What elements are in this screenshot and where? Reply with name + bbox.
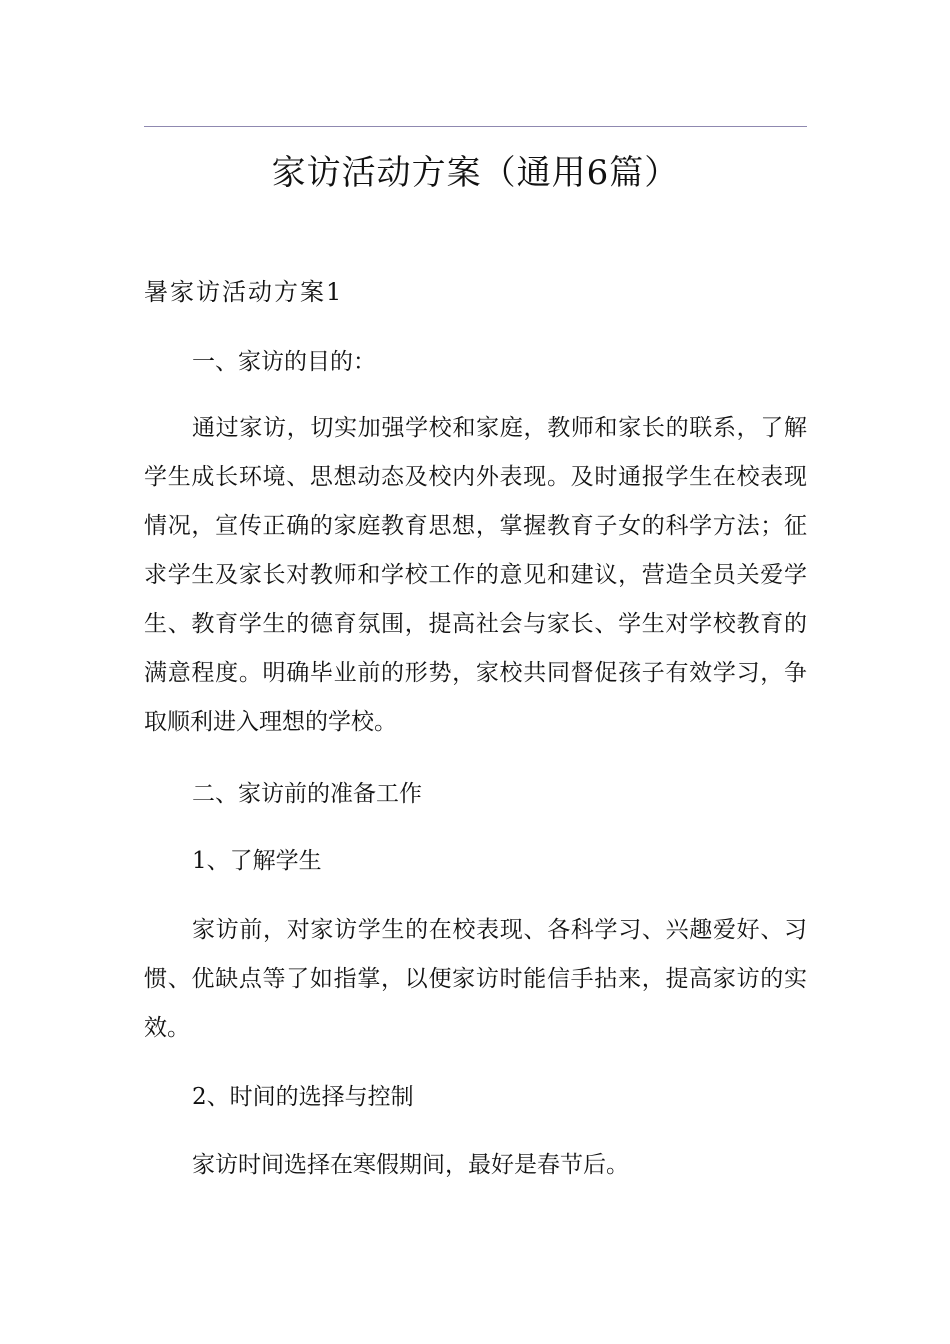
purpose-heading: 一、家访的目的： <box>192 349 376 375</box>
document-title: 家访活动方案（通用6篇） <box>271 153 680 193</box>
time-control-heading: 2、时间的选择与控制 <box>192 1084 414 1110</box>
header-divider <box>144 126 807 127</box>
know-students-paragraph: 家访前，对家访学生的在校表现、各科学习、兴趣爱好、习惯、优缺点等了如指掌，以便家访时能信手拈来，提高家访的实效。 <box>144 917 807 1041</box>
purpose-paragraph: 通过家访，切实加强学校和家庭，教师和家长的联系，了解学生成长环境、思想动态及校内外表现。及时通报学生在校表现情况，宣传正确的家庭教育思想，掌握教育子女的科学方法；征求学生及家长对教师和学校工作的意见和建议，营造全员关爱学生、教育学生的德育氛围，提高社会与家长、学生对学校教育的满意程度。明确毕业前的形势，家校共同督促孩子有效学习，争取顺利进入理想的学校。 <box>144 415 807 735</box>
section-heading: 暑家访活动方案1 <box>144 278 344 306</box>
know-students-heading: 1、了解学生 <box>192 848 322 874</box>
time-control-paragraph: 家访时间选择在寒假期间，最好是春节后。 <box>192 1152 629 1178</box>
preparation-heading: 二、家访前的准备工作 <box>192 781 422 807</box>
